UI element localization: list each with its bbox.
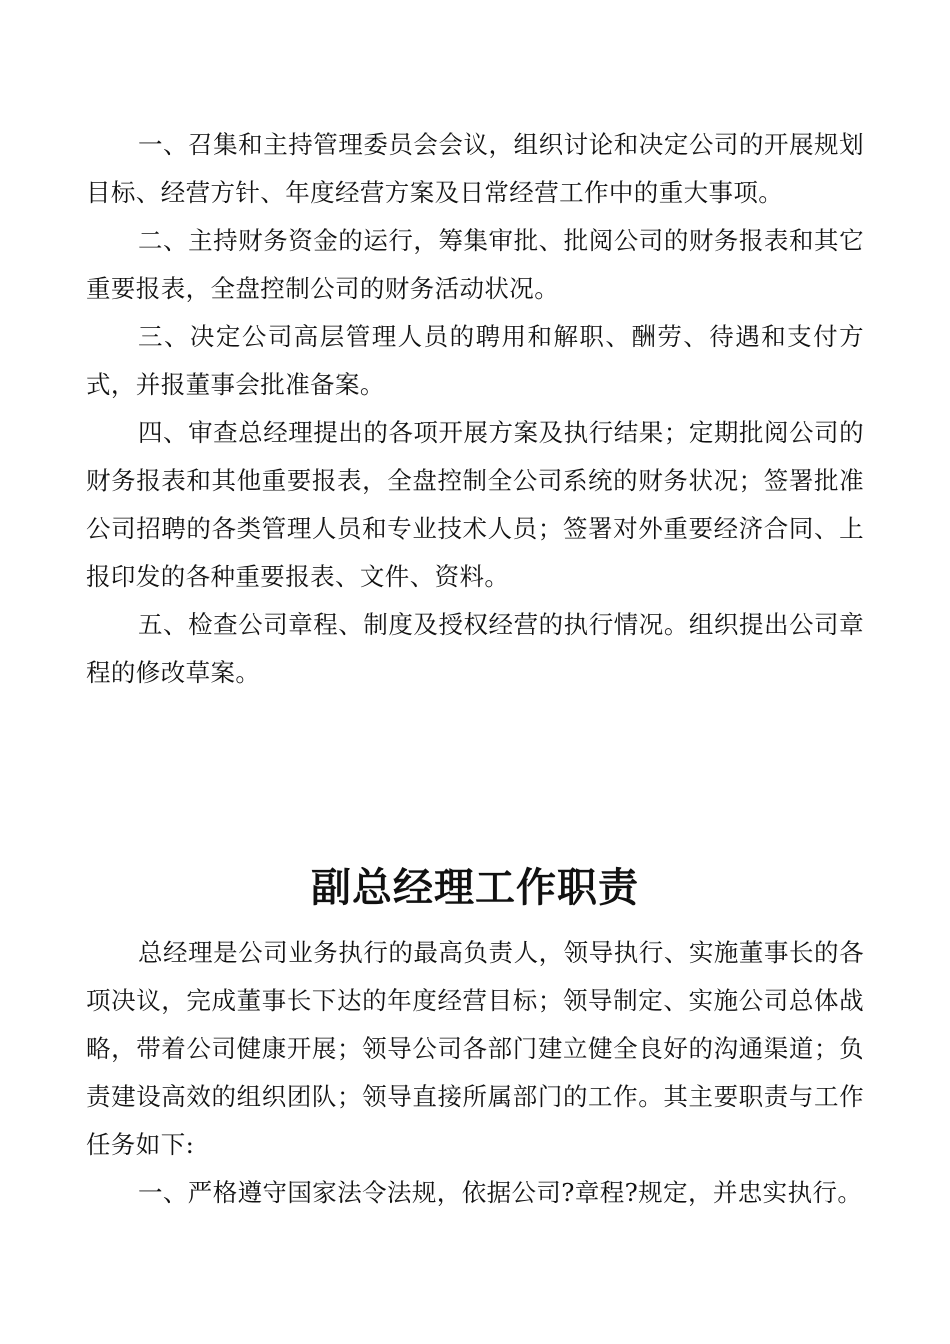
duty-paragraph-2: 二、主持财务资金的运行，筹集审批、批阅公司的财务报表和其它重要报表，全盘控制公司的财务活动状况。 [86, 226, 864, 303]
duty-paragraph-3: 三、决定公司高层管理人员的聘用和解职、酬劳、待遇和支付方式，并报董事会批准备案。 [86, 322, 864, 399]
general-manager-duties-section [86, 121, 864, 697]
document-page [86, 0, 864, 1344]
duty-paragraph-4: 四、审查总经理提出的各项开展方案及执行结果；定期批阅公司的财务报表和其他重要报表，全盘控制全公司系统的财务状况；签署批准公司招聘的各类管理人员和专业技术人员；签署对外重要经济合同、上报印发的各种重要报表、文件、资料。 [86, 418, 864, 591]
duty-paragraph-1: 一、召集和主持管理委员会会议，组织讨论和决定公司的开展规划目标、经营方针、年度经营方案及日常经营工作中的重大事项。 [86, 130, 864, 207]
duty-paragraph-5: 五、检查公司章程、制度及授权经营的执行情况。组织提出公司章程的修改草案。 [86, 610, 864, 687]
deputy-manager-duties-section [86, 929, 864, 1217]
duty-paragraph-1: 一、严格遵守国家法令法规，依据公司?章程?规定，并忠实执行。 [138, 1178, 863, 1207]
section-title: 副总经理工作职责 [311, 864, 639, 911]
intro-paragraph: 总经理是公司业务执行的最高负责人，领导执行、实施董事长的各项决议，完成董事长下达的年度经营目标；领导制定、实施公司总体战略，带着公司健康开展；领导公司各部门建立健全良好的沟通渠道；负责建设高效的组织团队；领导直接所属部门的工作。其主要职责与工作任务如下: [86, 938, 864, 1159]
